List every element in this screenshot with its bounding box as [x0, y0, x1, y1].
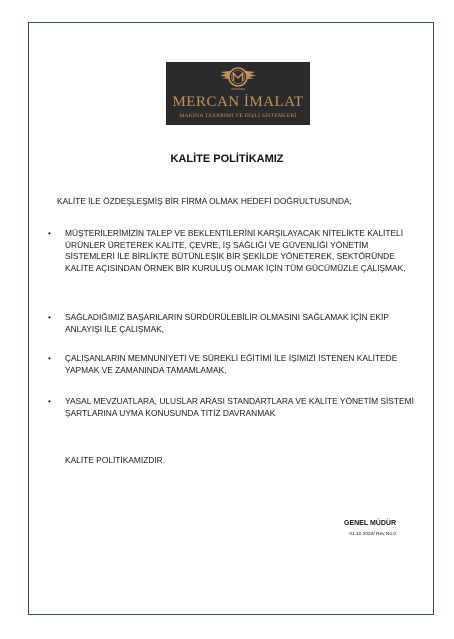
policy-item-text: YASAL MEVZUATLARA, ULUSLAR ARASI STANDARTLARA VE KALİTE YÖNETİM SİSTEMİ ŞARTLARINA UYMA KONUSUNDA TİTİZ DAVRANMAK: [65, 396, 414, 418]
bullet-icon: •: [48, 353, 51, 363]
winged-emblem-icon: [217, 64, 259, 94]
bullet-icon: •: [48, 228, 51, 238]
logo-company-name: MERCAN İMALAT: [172, 94, 304, 110]
document-title: KALİTE POLİTİKAMIZ: [170, 153, 284, 165]
policy-item-text: ÇALIŞANLARIN MEMNUNİYETİ VE SÜREKLİ EĞİTİMİ İLE İŞİMİZİ İSTENEN KALİTEDE YAPMAK VE ZAMANINDA TAMAMLAMAK,: [65, 353, 398, 375]
bullet-icon: •: [48, 312, 51, 322]
policy-item-text: MÜŞTERİLERİMİZİN TALEP VE BEKLENTİLERİNİ KARŞILAYACAK NİTELİKTE KALİTELİ ÜRÜNLER ÜRETEREK KALİTE, ÇEVRE, İŞ SAĞLIĞI VE GÜVENLİĞİ YÖNETİM SİSTEMLERİ İLE BİRLİKTE BÜTÜNLEŞİK BİR ŞEKİLDE YÖNETEREK, SEKTÖRÜNDE KALİTE AÇISINDAN ÖRNEK BİR KURULUŞ OLMAK İÇİN TÜM GÜCÜMÜZLE ÇALIŞMAK,: [65, 228, 406, 273]
company-logo: [166, 62, 310, 125]
signer-title: GENEL MÜDÜR: [344, 520, 396, 527]
intro-text: KALİTE İLE ÖZDEŞLEŞMİŞ BİR FİRMA OLMAK HEDEFİ DOĞRULTUSUNDA;: [57, 196, 352, 206]
logo-tagline: MAKİNA TASARIMI VE DİŞLİ SİSTEMLERİ: [179, 113, 297, 119]
policy-item-text: SAĞLADIĞIMIZ BAŞARILARIN SÜRDÜRÜLEBİLİR OLMASINI SAĞLAMAK İÇİN EKİP ANLAYIŞI İLE ÇALIŞMAK,: [65, 312, 389, 334]
closing-text: KALİTE POLİTİKAMIZDIR.: [65, 455, 166, 465]
bullet-icon: •: [48, 396, 51, 406]
date-revision: 01.10.2022/ Rev No.0: [349, 532, 396, 537]
